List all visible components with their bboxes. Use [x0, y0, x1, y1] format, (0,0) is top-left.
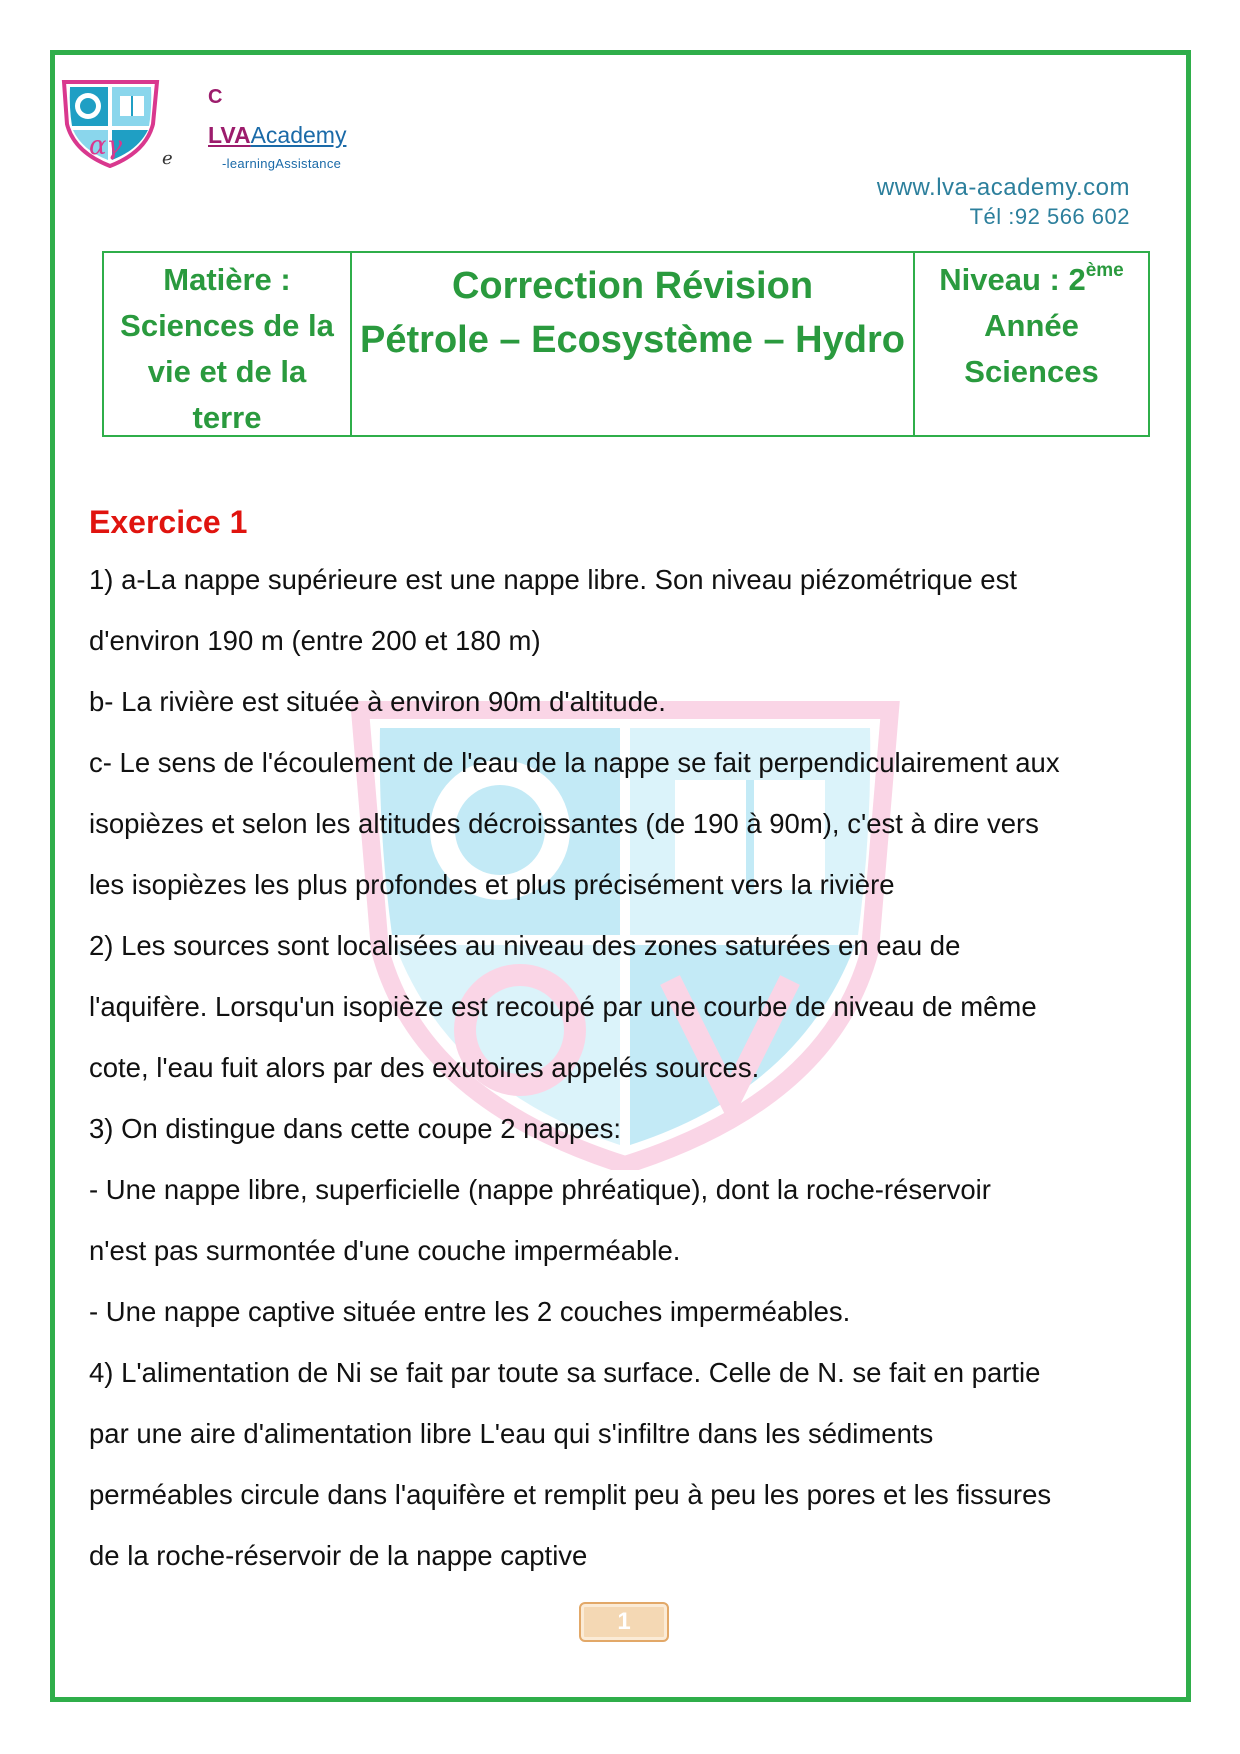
svg-text:αγ: αγ	[89, 131, 123, 161]
text-line: les isopièzes les plus profondes et plus précisément vers la rivière	[89, 869, 895, 900]
brand-name	[208, 122, 346, 149]
subject-line: terre	[192, 400, 262, 435]
lva-academy-logo-icon	[58, 78, 163, 168]
subject-line: vie et de la	[147, 354, 307, 389]
text-line: - Une nappe libre, superficielle (nappe phréatique), dont la roche-réservoir	[89, 1174, 991, 1205]
subject-line: Sciences de la	[120, 308, 334, 343]
brand-academy: Academy	[250, 122, 347, 148]
brand-c: C	[208, 86, 223, 108]
exercise-content	[89, 495, 1169, 1586]
telephone: Tél :92 566 602	[969, 204, 1130, 229]
text-line: 1) a-La nappe supérieure est une nappe libre. Son niveau piézométrique est	[89, 564, 1017, 595]
level-line	[939, 257, 1123, 303]
text-line: c- Le sens de l'écoulement de l'eau de la nappe se fait perpendiculairement aux	[89, 747, 1060, 778]
text-line: 3) On distingue dans cette coupe 2 nappes:	[89, 1113, 622, 1144]
level-prefix: Niveau : 2	[939, 262, 1086, 297]
text-line: n'est pas surmontée d'une couche imperméable.	[89, 1235, 681, 1266]
level-cell	[915, 253, 1148, 435]
text-line: cote, l'eau fuit alors par des exutoires appelés sources.	[89, 1052, 760, 1083]
header-table	[102, 251, 1150, 437]
level-line: Année	[984, 308, 1079, 343]
contact-block	[877, 174, 1130, 230]
level-line: Sciences	[964, 354, 1099, 389]
text-line: l'aquifère. Lorsqu'un isopièze est recoupé par une courbe de niveau de même	[89, 991, 1037, 1022]
text-line: de la roche-réservoir de la nappe captive	[89, 1540, 588, 1571]
subject-cell	[104, 253, 352, 435]
text-line: d'environ 190 m (entre 200 et 180 m)	[89, 625, 541, 656]
text-line: - Une nappe captive située entre les 2 couches imperméables.	[89, 1296, 851, 1327]
page-number-badge: 1	[579, 1602, 669, 1642]
text-line: b- La rivière est située à environ 90m d'altitude.	[89, 686, 666, 717]
brand-subtitle: -learningAssistance	[222, 156, 342, 171]
text-line: par une aire d'alimentation libre L'eau qui s'infiltre dans les sédiments	[89, 1418, 934, 1449]
brand-lva: LVA	[208, 122, 251, 148]
text-line: 2) Les sources sont localisées au niveau des zones saturées en eau de	[89, 930, 961, 961]
level-superscript: ème	[1085, 260, 1124, 281]
title-cell	[352, 253, 915, 435]
website-link[interactable]: www.lva-academy.com	[876, 174, 1130, 201]
text-line: isopièzes et selon les altitudes décroissantes (de 190 à 90m), c'est à dire vers	[89, 808, 1039, 839]
subject-line: Matière :	[163, 262, 291, 297]
logo-e-mark: e	[162, 148, 173, 169]
exercise-title: Exercice 1	[89, 504, 248, 540]
text-line: perméables circule dans l'aquifère et remplit peu à peu les pores et les fissures	[89, 1479, 1052, 1510]
text-line: 4) L'alimentation de Ni se fait par toute sa surface. Celle de N. se fait en partie	[89, 1357, 1041, 1388]
document-title: Correction Révision	[451, 265, 814, 307]
document-subtitle: Pétrole – Ecosystème – Hydro	[360, 319, 905, 361]
